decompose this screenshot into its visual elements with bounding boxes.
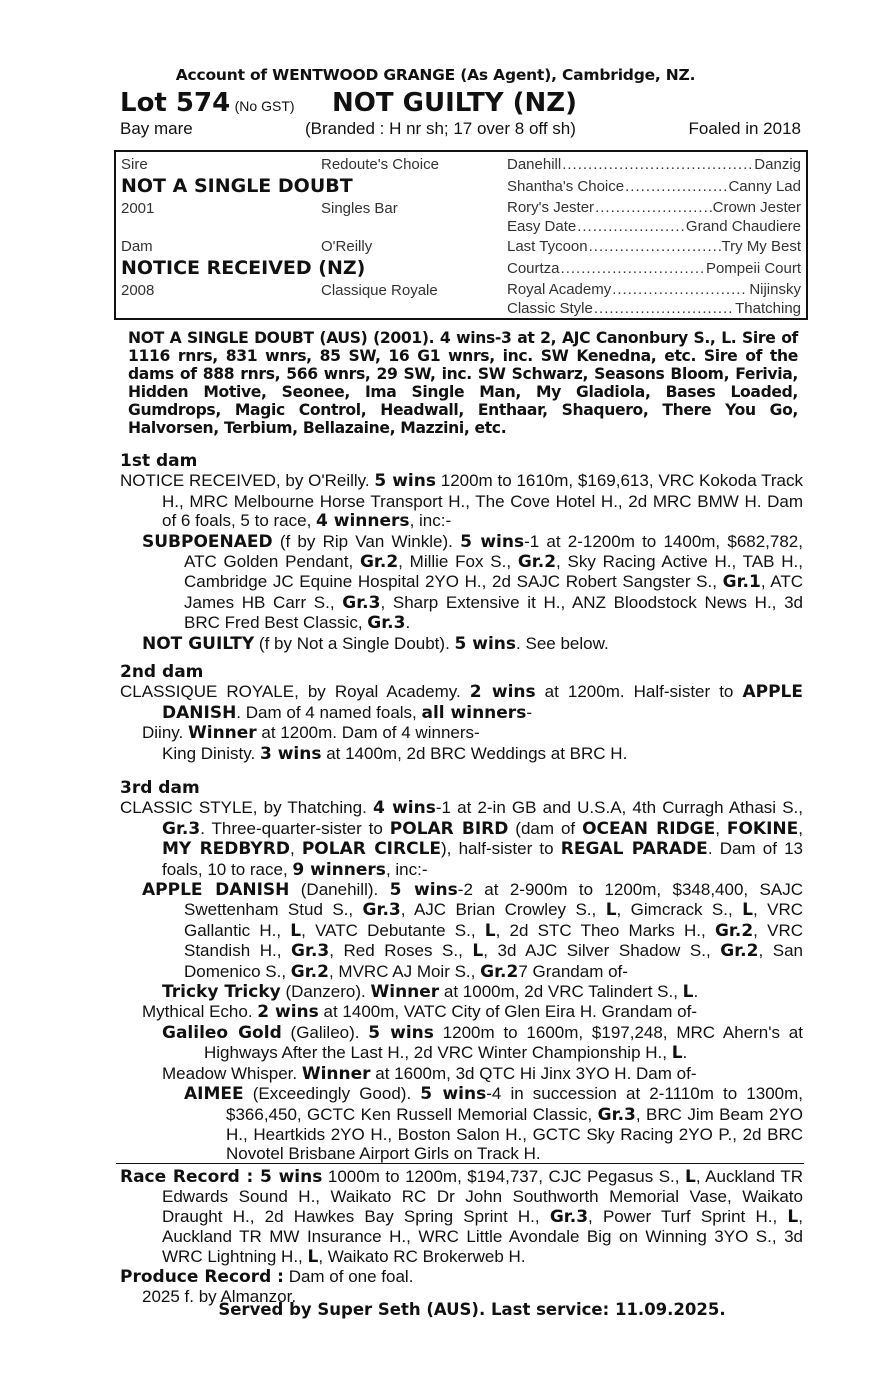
first-dam-section <box>120 452 803 654</box>
ancestor-sire: Thatching <box>735 300 801 317</box>
brand-info: (Branded : H nr sh; 17 over 8 off sh) <box>305 119 576 138</box>
progeny-entry: Galileo Gold (Galileo). 5 wins 1200m to 1600m, $197,248, MRC Ahern's at Highways After the Last H., 2d VRC Winter Championship H., L. <box>162 1022 803 1064</box>
third-dam-section <box>120 779 803 1164</box>
progeny-entry: SUBPOENAED (f by Rip Van Winkle). 5 wins-1 at 2-1200m to 1400m, $682,782, ATC Golden Pendant, Gr.2, Millie Fox S., Gr.2, Sky Racing Active H., TAB H., Cambridge JC Equine Hospital 2YO H., 2d SAJC Robert Sangster S., Gr.1, ATC James HB Carr S., Gr.3, Sharp Extensive it H., ANZ Bloodstock News H., 3d BRC Fred Best Classic, Gr.3. <box>142 531 804 634</box>
dam-name: NOTICE RECEIVED (NZ) <box>121 257 366 279</box>
progeny-entry: APPLE DANISH (Danehill). 5 wins-2 at 2-900m to 1200m, $348,400, SAJC Swettenham Stud S., Gr.3, AJC Brian Crowley S., L, Gimcrack S., L, VRC Gallantic H., L, VATC Debutante S., L, 2d STC Theo Marks H., Gr.2, VRC Standish H., Gr.3, Red Roses S., L, 3d AJC Silver Shadow S., Gr.2, San Domenico S., Gr.2, MVRC AJ Moir S., Gr.27 Grandam of- <box>142 880 803 982</box>
ancestor-sire: Crown Jester <box>712 199 801 216</box>
ancestor-name: Shantha's Choice <box>507 178 625 195</box>
produce-record: Produce Record : Dam of one foal. <box>120 1267 414 1288</box>
ancestor-sire: Grand Chaudiere <box>685 218 801 235</box>
service-note: Served by Super Seth (AUS). Last service: 11.09.2025. <box>218 1300 726 1319</box>
dam-year: 2008 <box>121 282 155 299</box>
first-dam-paragraph: NOTICE RECEIVED, by O'Reilly. 5 wins 1200m to 1610m, $169,613, VRC Kokoda Track H., MRC Melbourne Horse Transport H., The Cove Hotel H., 2d MRC BMW H. Dam of 6 foals, 5 to race, 4 winners, inc:- <box>120 471 803 532</box>
ancestor-name: Danehill <box>507 156 562 173</box>
foaled-year: Foaled in 2018 <box>688 119 801 138</box>
sire-dam: Singles Bar <box>321 200 398 217</box>
ancestor-row <box>507 218 801 235</box>
horse-sex: Bay mare <box>120 119 193 138</box>
progeny-entry: Diiny. Winner at 1200m. Dam of 4 winners- <box>142 723 480 744</box>
sire-label: Sire <box>121 156 148 173</box>
second-dam-paragraph: CLASSIQUE ROYALE, by Royal Academy. 2 wins at 1200m. Half-sister to APPLE DANISH. Dam of 4 named foals, all winners- <box>120 682 803 723</box>
progeny-entry: King Dinisty. 3 wins at 1400m, 2d BRC Weddings at BRC H. <box>162 743 628 764</box>
race-record: Race Record : 5 wins 1000m to 1200m, $194,737, CJC Pegasus S., L, Auckland TR Edwards Sound H., Waikato RC Dr John Southworth Memorial Vase, Waikato Draught H., 2d Hawkes Bay Spring Sprint H., Gr.3, Power Turf Sprint H., L, Auckland TR MW Insurance H., WRC Little Avondale Big on Winning 3YO S., 3d WRC Lightning H., L, Waikato RC Brokerweb H. <box>120 1167 803 1267</box>
sire-name: NOT A SINGLE DOUBT <box>121 175 353 197</box>
ancestor-sire: Try My Best <box>721 238 801 255</box>
dam-label: Dam <box>121 238 153 255</box>
ancestor-sire: Danzig <box>754 156 801 173</box>
produce-foal: 2025 f. by Almanzor. <box>142 1287 297 1307</box>
lot-number: Lot 574 <box>120 88 231 118</box>
ancestor-name: Courtza <box>507 260 560 277</box>
gst-note: (No GST) <box>234 98 295 114</box>
ancestor-row <box>507 281 801 298</box>
ancestor-name: Classic Style <box>507 300 593 317</box>
dam-dam: Classique Royale <box>321 282 438 299</box>
dam-sire: O'Reilly <box>321 238 373 255</box>
second-dam-heading: 2nd dam <box>120 662 204 682</box>
lot-line <box>120 88 578 118</box>
ancestor-row <box>507 300 801 317</box>
second-dam-section <box>120 663 803 764</box>
ancestor-sire: Nijinsky <box>749 281 801 298</box>
horse-name: NOT GUILTY (NZ) <box>332 88 578 118</box>
race-record-section <box>120 1167 803 1307</box>
ancestor-row <box>507 199 801 216</box>
ancestor-name: Easy Date <box>507 218 577 235</box>
third-dam-heading: 3rd dam <box>120 778 200 798</box>
progeny-entry: Meadow Whisper. Winner at 1600m, 3d QTC Hi Jinx 3YO H. Dam of- <box>162 1063 697 1084</box>
ancestor-name: Rory's Jester <box>507 199 595 216</box>
progeny-entry: AIMEE (Exceedingly Good). 5 wins-4 in succession at 2-1110m to 1300m, $366,450, GCTC Ken Russell Memorial Classic, Gr.3, BRC Jim Beam 2YO H., Heartkids 2YO H., Boston Salon H., GCTC Sky Racing 2YO P., 2d BRC Novotel Brisbane Airport Girls on Track H. <box>184 1084 804 1164</box>
progeny-entry: Mythical Echo. 2 wins at 1400m, VATC City of Glen Eira H. Grandam of- <box>142 1002 698 1023</box>
ancestor-name: Last Tycoon <box>507 238 588 255</box>
ancestor-sire: Canny Lad <box>728 178 801 195</box>
third-dam-paragraph: CLASSIC STYLE, by Thatching. 4 wins-1 at 2-in GB and U.S.A, 4th Curragh Athasi S., Gr.3. Three-quarter-sister to POLAR BIRD (dam of OCEAN RIDGE, FOKINE, MY REDBYRD, POLAR CIRCLE), half-sister to REGAL PARADE. Dam of 13 foals, 10 to race, 9 winners, inc:- <box>120 798 804 880</box>
ancestor-row <box>507 238 801 255</box>
progeny-entry: Tricky Tricky (Danzero). Winner at 1000m, 2d VRC Talindert S., L. <box>162 982 699 1003</box>
sire-year: 2001 <box>121 200 155 217</box>
ancestor-sire: Pompeii Court <box>705 260 801 277</box>
ancestor-row <box>507 178 801 195</box>
pedigree-box <box>114 150 808 320</box>
ancestor-name: Royal Academy <box>507 281 612 298</box>
ancestor-row <box>507 260 801 277</box>
sire-summary: NOT A SINGLE DOUBT (AUS) (2001). 4 wins-3 at 2, AJC Canonbury S., L. Sire of 1116 rnrs, 831 wnrs, 85 SW, 16 G1 wnrs, inc. SW Kenedna, etc. Sire of the dams of 888 rnrs, 566 wnrs, 29 SW, inc. SW Schwarz, Seasons Bloom, Ferivia, Hidden Motive, Seonee, Ima Single Man, My Gladiola, Bases Loaded, Gumdrops, Magic Control, Headwall, Enthaar, Shaquero, There You Go, Halvorsen, Terbium, Bellazaine, Mazzini, etc. <box>128 329 798 437</box>
vendor-account: Account of WENTWOOD GRANGE (As Agent), Cambridge, NZ. <box>175 66 696 84</box>
ancestor-row <box>507 156 801 173</box>
first-dam-heading: 1st dam <box>120 451 198 471</box>
progeny-entry: NOT GUILTY (f by Not a Single Doubt). 5 wins. See below. <box>142 633 609 654</box>
divider <box>116 1163 804 1164</box>
sire-sire: Redoute's Choice <box>321 156 439 173</box>
